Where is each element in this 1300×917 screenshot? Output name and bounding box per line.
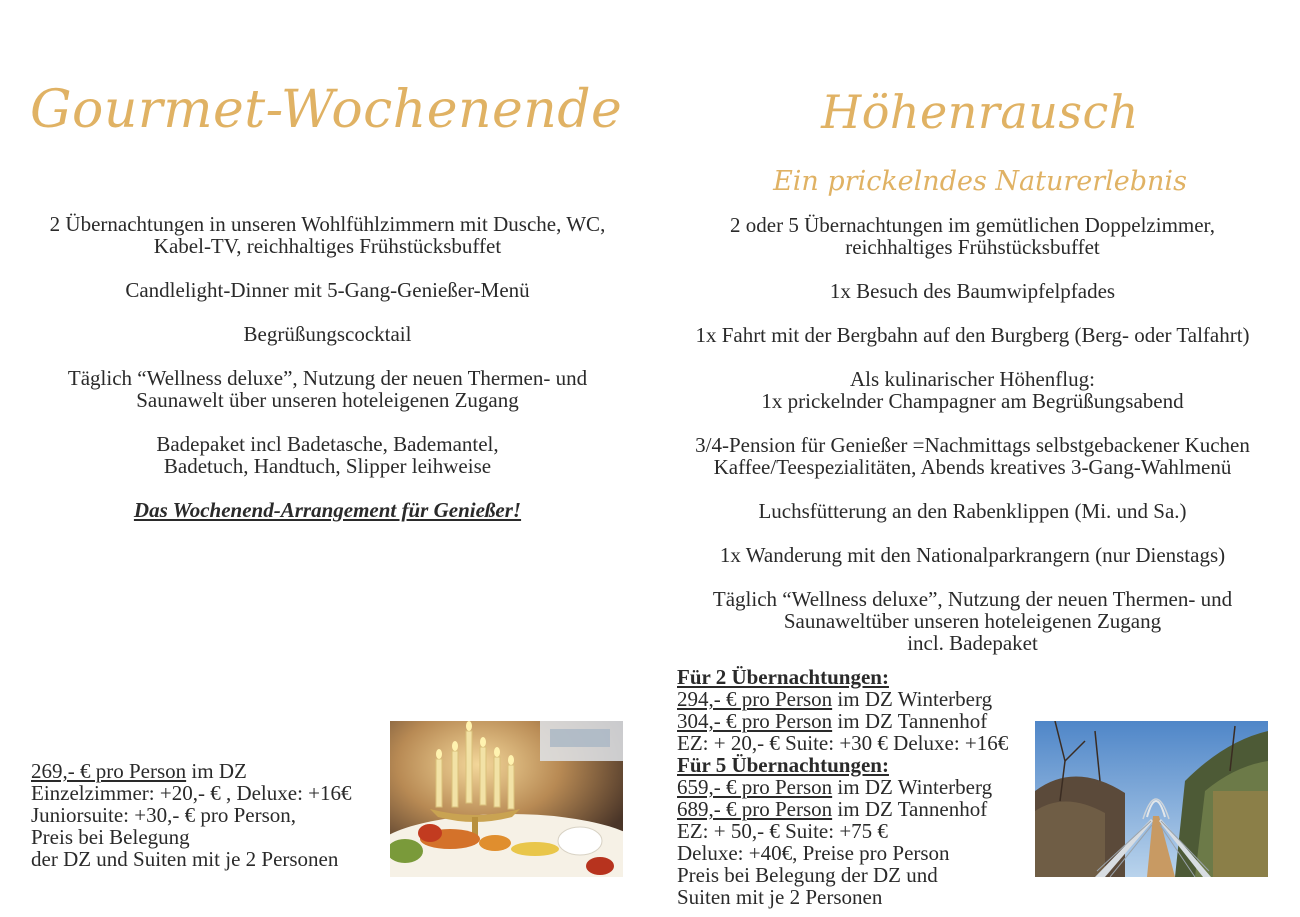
hoehenrausch-subtitle: Ein prickelndes Naturerlebnis: [773, 166, 1187, 197]
price-note: Preis bei Belegung der DZ und: [677, 863, 938, 887]
price-line: 689,- € pro Person im DZ Tannenhof: [677, 797, 988, 821]
hoehenrausch-price-block: [677, 666, 1008, 908]
gourmet-item: Candlelight-Dinner mit 5-Gang-Genießer-Menü: [125, 278, 530, 302]
hoehenrausch-item: 1x Wanderung mit den Nationalparkrangern (nur Dienstags): [719, 543, 1226, 567]
treetop-walk-photo: [1035, 721, 1268, 877]
price-line: 294,- € pro Person im DZ Winterberg: [677, 687, 993, 711]
five-nights-heading: Für 5 Übernachtungen:: [677, 753, 889, 777]
gourmet-tagline: Das Wochenend-Arrangement für Genießer!: [133, 498, 522, 522]
price-note: Deluxe: +40€, Preise pro Person: [677, 841, 950, 865]
price-line: 659,- € pro Person im DZ Winterberg: [677, 775, 993, 799]
gourmet-description: [30, 213, 625, 521]
treetop-walk-image: [1035, 721, 1268, 877]
hoehenrausch-item: 3/4-Pension für Genießer =Nachmittags selbstgebackener Kuchen Kaffee/Teespezialitäten, Abends kreatives 3-Gang-Wahlmenü: [695, 433, 1250, 479]
two-nights-heading: Für 2 Übernachtungen:: [677, 665, 889, 689]
price-line: 304,- € pro Person im DZ Tannenhof: [677, 709, 988, 733]
gourmet-item: Begrüßungscocktail: [243, 322, 412, 346]
gourmet-title: Gourmet-Wochenende: [30, 80, 623, 140]
surcharge-line: EZ: + 20,- € Suite: +30 € Deluxe: +16€: [677, 731, 1009, 755]
gourmet-price-note: Preis bei Belegung: [31, 825, 190, 849]
candlelight-dinner-photo: [390, 721, 623, 877]
gourmet-price-line: 269,- € pro Person im DZ: [31, 759, 247, 783]
gourmet-price-note: der DZ und Suiten mit je 2 Personen: [31, 847, 339, 871]
hoehenrausch-item: Täglich “Wellness deluxe”, Nutzung der neuen Thermen- und Saunaweltüber unseren hoteleigenen Zugang incl. Badepaket: [712, 587, 1233, 655]
gourmet-price-note: Juniorsuite: +30,- € pro Person,: [31, 803, 296, 827]
hoehenrausch-description: [675, 214, 1270, 654]
gourmet-item: Badepaket incl Badetasche, Bademantel, Badetuch, Handtuch, Slipper leihweise: [156, 432, 499, 478]
surcharge-line: EZ: + 50,- € Suite: +75 €: [677, 819, 888, 843]
gourmet-price-block: [31, 760, 352, 870]
hoehenrausch-item: 2 oder 5 Übernachtungen im gemütlichen Doppelzimmer, reichhaltiges Frühstücksbuffet: [730, 213, 1215, 259]
hoehenrausch-item: 1x Besuch des Baumwipfelpfades: [829, 279, 1116, 303]
hoehenrausch-item: Luchsfütterung an den Rabenklippen (Mi. und Sa.): [758, 499, 1187, 523]
hoehenrausch-item: 1x Fahrt mit der Bergbahn auf den Burgberg (Berg- oder Talfahrt): [695, 323, 1250, 347]
candlelight-dinner-image: [390, 721, 623, 877]
gourmet-item: 2 Übernachtungen in unseren Wohlfühlzimmern mit Dusche, WC, Kabel-TV, reichhaltiges Frühstücksbuffet: [49, 212, 606, 258]
gourmet-price-amount: 269,- € pro Person: [31, 759, 187, 783]
price-note: Suiten mit je 2 Personen: [677, 885, 883, 909]
hoehenrausch-title: Höhenrausch: [821, 85, 1139, 139]
gourmet-item: Täglich “Wellness deluxe”, Nutzung der neuen Thermen- und Saunawelt über unseren hoteleigenen Zugang: [67, 366, 588, 412]
hoehenrausch-item: Als kulinarischer Höhenflug: 1x prickelnder Champagner am Begrüßungsabend: [761, 367, 1184, 413]
gourmet-price-note: Einzelzimmer: +20,- € , Deluxe: +16€: [31, 781, 352, 805]
